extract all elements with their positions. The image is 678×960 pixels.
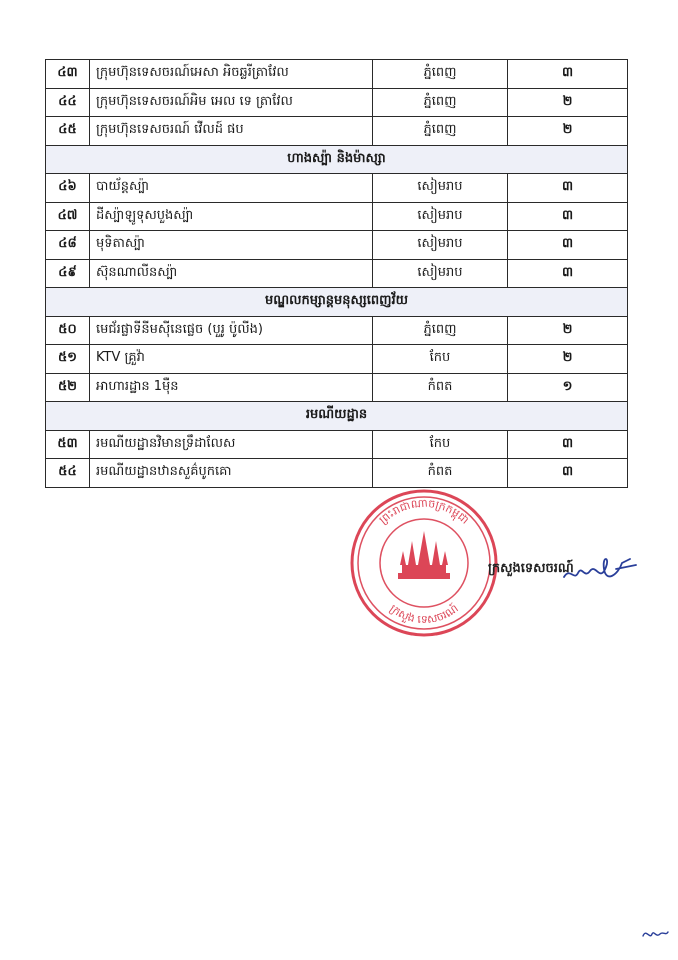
row-number: ៥២	[46, 374, 90, 403]
count: ៣	[508, 459, 628, 488]
entity-name: KTV គ្រួវ៉ា	[90, 345, 373, 374]
section-header-row	[46, 288, 628, 317]
entity-name: រមណីយដ្ឋានឋានសួគ៌បូកគោ	[90, 459, 373, 488]
province: ភ្នំពេញ	[373, 60, 508, 89]
section-title: រមណីយដ្ឋាន	[46, 402, 628, 431]
table-row	[46, 174, 628, 203]
province: ភ្នំពេញ	[373, 117, 508, 146]
row-number: ៥០	[46, 317, 90, 346]
table-row	[46, 60, 628, 89]
count: ២	[508, 317, 628, 346]
entity-name: មេជ័រផ្លាទីនីមស៊ីនេផ្លេច (បួរូ ប៉ូលីង)	[90, 317, 373, 346]
row-number: ៤៣	[46, 60, 90, 89]
count: ៣	[508, 203, 628, 232]
entity-name: អាហារដ្ឋាន 1ម៉ឺន	[90, 374, 373, 403]
count: ១	[508, 374, 628, 403]
entity-name: ក្រុមហ៊ុនទេសចរណ៍អិម អេល ទេ ត្រាវែល	[90, 89, 373, 118]
count: ៣	[508, 60, 628, 89]
table-row	[46, 459, 628, 488]
handwritten-signature	[560, 545, 640, 590]
row-number: ៥៤	[46, 459, 90, 488]
section-header-row	[46, 146, 628, 175]
row-number: ៤៤	[46, 89, 90, 118]
table-row	[46, 345, 628, 374]
entity-name: រមណីយដ្ឋានវិមានទ្រឹដាលែស	[90, 431, 373, 460]
province: សៀមរាប	[373, 260, 508, 289]
angkor-temple-emblem	[398, 531, 450, 579]
entity-name: បាយ័ន្តស្ប៉ា	[90, 174, 373, 203]
data-table	[45, 59, 628, 488]
ministry-stamp	[348, 487, 500, 639]
row-number: ៥៣	[46, 431, 90, 460]
province: សៀមរាប	[373, 231, 508, 260]
table-row	[46, 203, 628, 232]
count: ២	[508, 89, 628, 118]
table-row	[46, 374, 628, 403]
count: ៣	[508, 431, 628, 460]
row-number: ៤៧	[46, 203, 90, 232]
row-number: ៤៦	[46, 174, 90, 203]
count: ២	[508, 345, 628, 374]
count: ៣	[508, 260, 628, 289]
stamp-top-text: ព្រះរាជាណាចក្រកម្ពុជា	[376, 496, 472, 527]
count: ៣	[508, 231, 628, 260]
entity-name: ក្រុមហ៊ុនទេសចរណ៍អេសា អិចឆ្លរីត្រាវែល	[90, 60, 373, 89]
stamp-bottom-text: ក្រសួង ទេសចរណ៍	[387, 601, 461, 627]
row-number: ៤៨	[46, 231, 90, 260]
svg-text:ព្រះរាជាណាចក្រកម្ពុជា	[377, 497, 472, 527]
table-row	[46, 117, 628, 146]
section-title: មណ្ឌលកម្សាន្តមនុស្សពេញវ័យ	[46, 288, 628, 317]
ministry-label: ក្រសួងទេសចរណ៍	[488, 561, 574, 576]
section-title: ហាងស្ប៉ា និងម៉ាស្សា	[46, 146, 628, 175]
entity-name: ដីស្ប៉ាឡូទុសបួងស្ប៉ា	[90, 203, 373, 232]
entity-name: ស៊ុនណាលីនស្ប៉ា	[90, 260, 373, 289]
row-number: ៤៥	[46, 117, 90, 146]
table-row	[46, 317, 628, 346]
entity-name: ក្រុមហ៊ុនទេសចរណ៍ វើលដ៍ ផប	[90, 117, 373, 146]
row-number: ៤៩	[46, 260, 90, 289]
province: កែប	[373, 345, 508, 374]
table-row	[46, 260, 628, 289]
entity-name: មុទិតាស្ប៉ា	[90, 231, 373, 260]
count: ៣	[508, 174, 628, 203]
province: ភ្នំពេញ	[373, 89, 508, 118]
province: ភ្នំពេញ	[373, 317, 508, 346]
table-row	[46, 89, 628, 118]
count: ២	[508, 117, 628, 146]
table-row	[46, 231, 628, 260]
svg-text:ក្រសួង ទេសចរណ៍	[387, 601, 460, 626]
province: សៀមរាប	[373, 174, 508, 203]
table-row	[46, 431, 628, 460]
province: កែប	[373, 431, 508, 460]
province: សៀមរាប	[373, 203, 508, 232]
handwritten-initial-mark	[640, 924, 670, 944]
row-number: ៥១	[46, 345, 90, 374]
province: កំពត	[373, 459, 508, 488]
province: កំពត	[373, 374, 508, 403]
section-header-row	[46, 402, 628, 431]
